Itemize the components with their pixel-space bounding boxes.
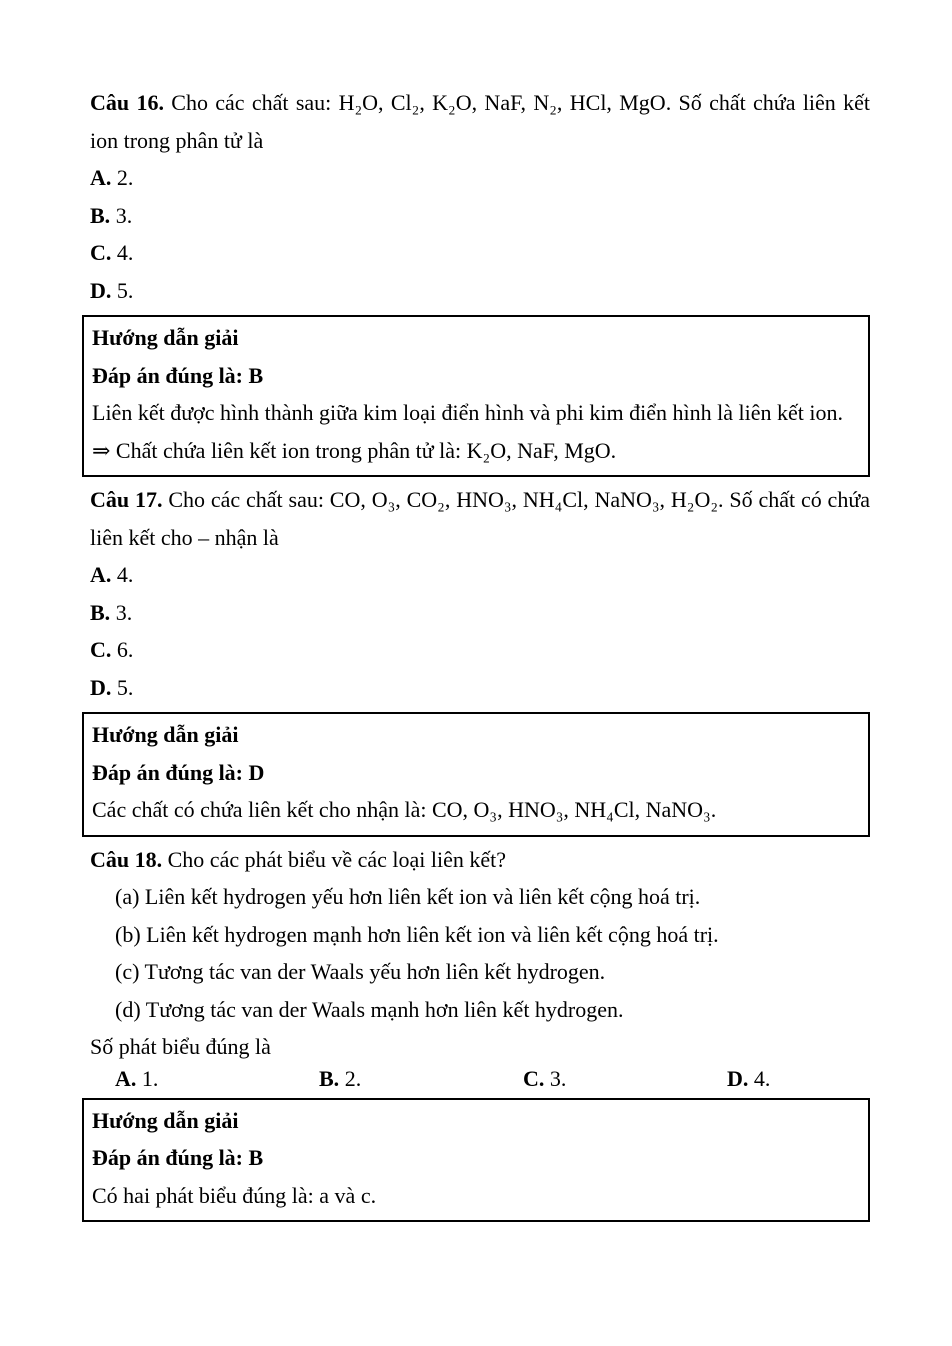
solution-answer: Đáp án đúng là: B bbox=[92, 362, 264, 388]
answer-option bbox=[727, 1066, 770, 1092]
option-text: 4. bbox=[753, 1065, 771, 1091]
option-label: A. bbox=[90, 165, 112, 190]
option-label: B. bbox=[319, 1065, 340, 1091]
option-label: C. bbox=[90, 637, 112, 662]
answer-option bbox=[90, 197, 870, 235]
statement: (c) Tương tác van der Waals yếu hơn liên kết hydrogen. bbox=[115, 959, 606, 984]
solution-box bbox=[82, 1098, 870, 1223]
solution-header: Hướng dẫn giải bbox=[92, 1107, 239, 1133]
statement: (d) Tương tác van der Waals mạnh hơn liên kết hydrogen. bbox=[115, 996, 624, 1022]
option-text: 6. bbox=[116, 637, 134, 662]
option-label: D. bbox=[90, 674, 112, 700]
option-text: 3. bbox=[115, 599, 133, 625]
answer-option bbox=[90, 631, 870, 669]
solution-line: Liên kết được hình thành giữa kim loại điển hình và phi kim điển hình là liên kết ion. bbox=[92, 400, 843, 425]
option-label: B. bbox=[90, 599, 111, 625]
solution-line: Có hai phát biểu đúng là: a và c. bbox=[92, 1182, 377, 1208]
question-number: Câu 16. bbox=[90, 90, 164, 115]
answer-option bbox=[319, 1066, 523, 1092]
question-number: Câu 18. bbox=[90, 846, 163, 872]
answer-option bbox=[115, 1066, 319, 1092]
answer-option bbox=[90, 159, 870, 197]
solution-answer: Đáp án đúng là: D bbox=[92, 759, 265, 785]
option-label: C. bbox=[90, 240, 112, 265]
solution-line: ⇒ Chất chứa liên kết ion trong phân tử là: K₂O, NaF, MgO. bbox=[92, 437, 617, 463]
solution-box bbox=[82, 315, 870, 477]
question-number: Câu 17. bbox=[90, 487, 163, 512]
option-label: B. bbox=[90, 202, 111, 228]
option-label: D. bbox=[727, 1065, 749, 1091]
question-closing: Số phát biểu đúng là bbox=[90, 1034, 271, 1059]
option-text: 5. bbox=[116, 674, 134, 700]
answer-option bbox=[90, 594, 870, 632]
question-18 bbox=[90, 841, 870, 1223]
option-label: C. bbox=[523, 1065, 545, 1091]
statement: (b) Liên kết hydrogen mạnh hơn liên kết ion và liên kết cộng hoá trị. bbox=[115, 921, 719, 947]
answer-option bbox=[90, 556, 870, 594]
option-text: 3. bbox=[549, 1065, 567, 1091]
question-stem bbox=[90, 84, 870, 159]
option-text: 5. bbox=[116, 277, 134, 303]
question-stem bbox=[90, 841, 870, 879]
solution-header: Hướng dẫn giải bbox=[92, 325, 239, 350]
answer-option bbox=[90, 669, 870, 707]
question-stem bbox=[90, 481, 870, 556]
option-text: 3. bbox=[115, 202, 133, 228]
option-text: 4. bbox=[116, 240, 134, 265]
solution-header: Hướng dẫn giải bbox=[92, 722, 239, 747]
option-text: 2. bbox=[116, 165, 134, 190]
solution-box bbox=[82, 712, 870, 837]
answer-option bbox=[90, 234, 870, 272]
option-text: 2. bbox=[344, 1065, 362, 1091]
option-text: 4. bbox=[116, 562, 134, 587]
answer-option-row bbox=[90, 1066, 870, 1092]
option-label: D. bbox=[90, 277, 112, 303]
option-label: A. bbox=[90, 562, 112, 587]
answer-option bbox=[90, 272, 870, 310]
question-text: Cho các chất sau: CO, O₃, CO₂, HNO₃, NH₄Cl, NaNO₃, H₂O₂. Số chất có chứa liên kết cho – nhận là bbox=[90, 487, 871, 550]
question-text: Cho các chất sau: H₂O, Cl₂, K₂O, NaF, N₂, HCl, MgO. Số chất chứa liên kết ion trong phân tử là bbox=[90, 90, 871, 153]
option-label: A. bbox=[115, 1065, 137, 1091]
solution-line: Các chất có chứa liên kết cho nhận là: CO, O₃, HNO₃, NH₄Cl, NaNO₃. bbox=[92, 797, 717, 822]
solution-answer: Đáp án đúng là: B bbox=[92, 1145, 264, 1170]
statement: (a) Liên kết hydrogen yếu hơn liên kết ion và liên kết cộng hoá trị. bbox=[115, 884, 701, 909]
answer-option bbox=[523, 1066, 727, 1092]
question-text: Cho các phát biểu về các loại liên kết? bbox=[167, 846, 507, 872]
question-17 bbox=[90, 481, 870, 837]
question-16 bbox=[90, 84, 870, 477]
option-text: 1. bbox=[141, 1065, 159, 1091]
